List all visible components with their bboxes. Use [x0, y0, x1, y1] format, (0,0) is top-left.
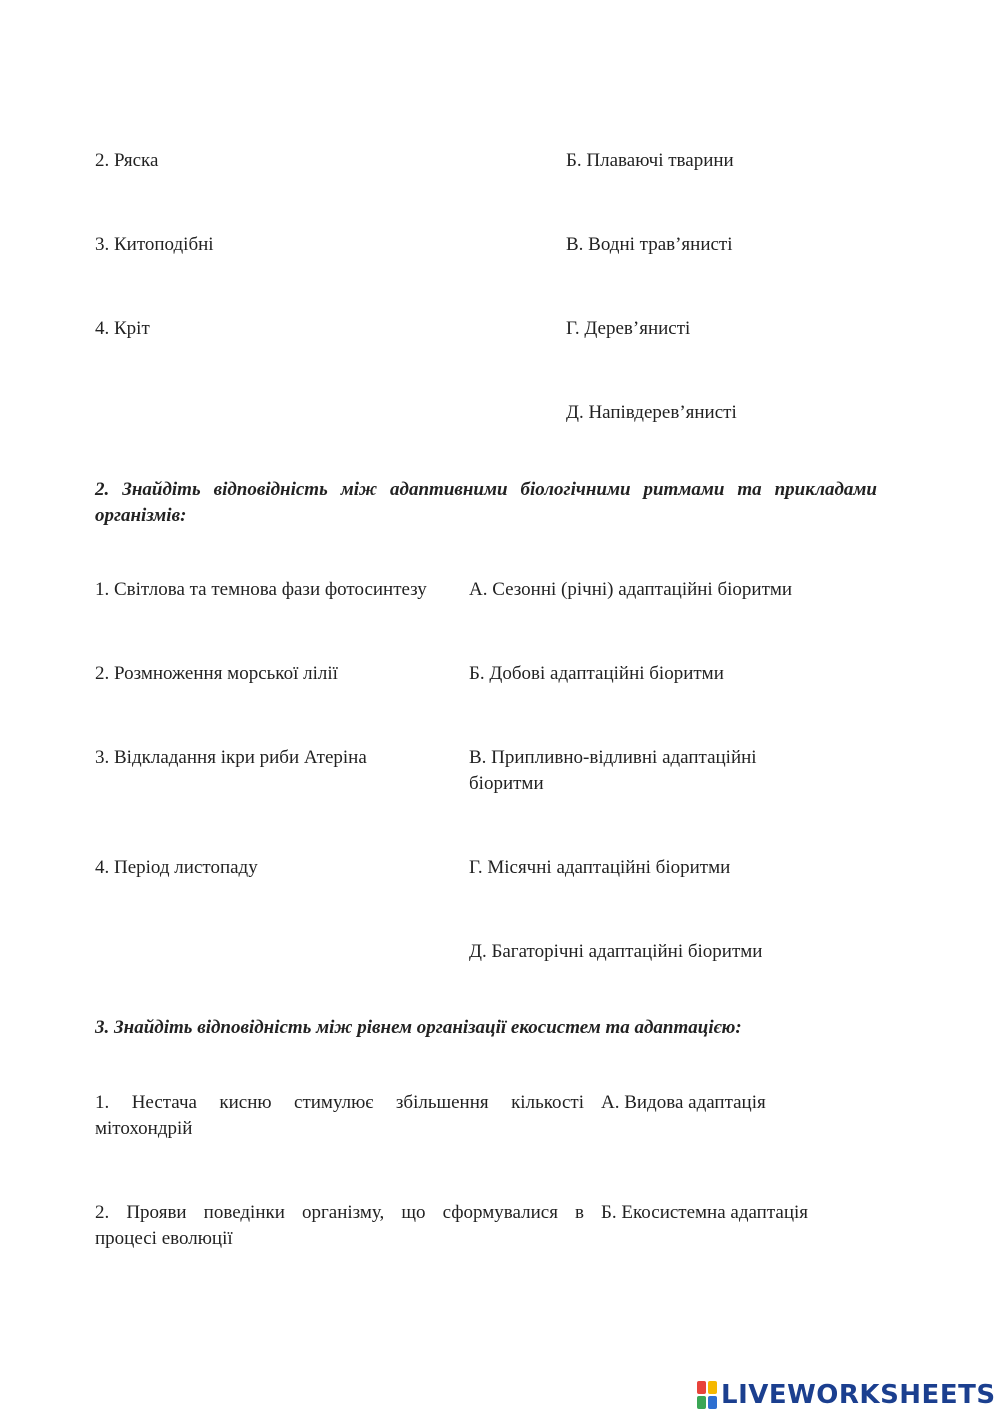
q2-right-a: А. Сезонні (річні) адаптаційні біоритми	[469, 579, 793, 600]
logo-square	[708, 1396, 717, 1409]
q3-right-a: А. Видова адаптація	[601, 1092, 766, 1113]
q3-left-1-line1: 1. Нестача кисню стимулює збільшення кількості	[95, 1092, 584, 1113]
logo-square	[697, 1381, 706, 1394]
logo-square	[708, 1381, 717, 1394]
q2-heading-line2: організмів:	[95, 505, 187, 526]
q3-left-1-line2: мітохондрій	[95, 1118, 193, 1139]
s1-right-e: Д. Напівдерев’янисті	[566, 402, 737, 423]
logo-text: LIVEWORKSHEETS	[721, 1380, 996, 1410]
s1-right-c: В. Водні трав’янисті	[566, 234, 733, 255]
q2-right-c: В. Припливно-відливні адаптаційні біоритми	[469, 747, 757, 794]
q2-left-3: 3. Відкладання ікри риби Атеріна	[95, 747, 367, 768]
q3-left-2-line2: процесі еволюції	[95, 1228, 233, 1249]
q3-right-b: Б. Екосистемна адаптація	[601, 1202, 809, 1223]
q2-left-2: 2. Розмноження морської лілії	[95, 663, 338, 684]
s1-right-b: Б. Плаваючі тварини	[566, 150, 734, 171]
s1-left-2: 2. Ряска	[95, 150, 159, 171]
q2-right-e: Д. Багаторічні адаптаційні біоритми	[469, 941, 763, 962]
q2-heading-line1: 2. Знайдіть відповідність між адаптивними біологічними ритмами та прикладами	[95, 479, 877, 500]
q2-right-b: Б. Добові адаптаційні біоритми	[469, 663, 724, 684]
q2-left-1: 1. Світлова та темнова фази фотосинтезу	[95, 579, 427, 600]
q3-heading: 3. Знайдіть відповідність між рівнем організації екосистем та адаптацією:	[95, 1017, 742, 1038]
q2-right-d: Г. Місячні адаптаційні біоритми	[469, 857, 731, 878]
logo-square	[697, 1396, 706, 1409]
liveworksheets-logo	[697, 1378, 996, 1412]
s1-right-d: Г. Дерев’янисті	[566, 318, 691, 339]
logo-mark-icon	[697, 1381, 717, 1409]
q2-left-4: 4. Період листопаду	[95, 857, 258, 878]
s1-left-4: 4. Кріт	[95, 318, 150, 339]
s1-left-3: 3. Китоподібні	[95, 234, 214, 255]
q3-left-2-line1: 2. Прояви поведінки організму, що сформувалися в	[95, 1202, 584, 1223]
